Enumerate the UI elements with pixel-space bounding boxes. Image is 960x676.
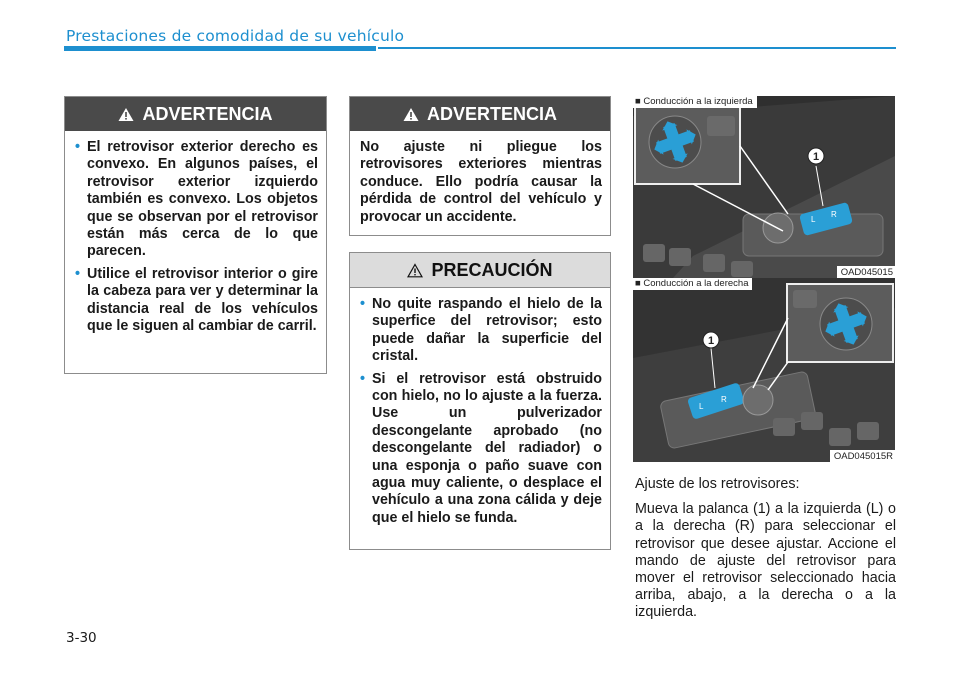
figure-caption-right: ■ Conducción a la derecha xyxy=(633,278,752,290)
body-text xyxy=(635,476,896,630)
warning-title-2: ADVERTENCIA xyxy=(426,103,557,124)
svg-text:R: R xyxy=(831,210,837,219)
caution-bullet: • Si el retrovisor está obstruido con hielo, no lo ajuste a la fuerza. Use un pulverizador descongelante aprobado (no descongelante del radiador) o una esponja o paño suave con agua muy caliente, o desplace el vehículo a una zona cálida y deje que el hielo se funda. xyxy=(360,370,602,526)
figure-code-left: OAD045015 xyxy=(837,266,895,278)
svg-text:R: R xyxy=(721,395,727,404)
body-heading: Ajuste de los retrovisores: xyxy=(635,476,800,492)
warning-bullet: • Utilice el retrovisor interior o gire la cabeza para ver y determinar la distancia real de los vehículos que le siguen al cambiar de carril. xyxy=(75,265,318,335)
warning-body-1 xyxy=(65,131,326,348)
figure-left-drive xyxy=(633,96,895,278)
caution-title: PRECAUCIÓN xyxy=(431,259,553,280)
section-title: Prestaciones de comodidad de su vehículo xyxy=(66,27,405,45)
figure-code-right: OAD045015R xyxy=(830,450,895,462)
warning-triangle-icon xyxy=(403,107,419,122)
warning-title-1: ADVERTENCIA xyxy=(142,103,273,124)
svg-text:1: 1 xyxy=(708,335,715,347)
svg-text:1: 1 xyxy=(813,151,820,163)
warning-header-1 xyxy=(65,97,326,131)
svg-text:L: L xyxy=(811,215,816,224)
figure-right-drive xyxy=(633,278,895,462)
mirror-switch-illustration xyxy=(633,96,895,278)
page-number: 3-30 xyxy=(66,630,97,646)
svg-text:L: L xyxy=(699,402,704,411)
caution-body xyxy=(350,288,610,540)
header-rule-thick xyxy=(64,46,376,51)
header-rule-thin xyxy=(378,47,896,49)
mirror-switch-illustration xyxy=(633,278,895,462)
caution-box xyxy=(349,252,611,550)
warning-body-2 xyxy=(350,131,610,234)
warning-triangle-icon xyxy=(407,263,423,278)
warning-triangle-icon xyxy=(118,107,134,122)
figure-caption-left: ■ Conducción a la izquierda xyxy=(633,96,757,108)
warning-bullet: • El retrovisor exterior derecho es convexo. En algunos países, el retrovisor exterior izquierdo también es convexo. Los objetos que se observan por el retrovisor están más cerca de lo que parecen. xyxy=(75,139,318,260)
body-paragraph: Mueva la palanca (1) a la izquierda (L) o a la derecha (R) para seleccionar el retrovisor que desee ajustar. Accione el mando de ajuste del retrovisor para mover el retrovisor seleccionado hacia arriba, abajo, a la derecha o a la izquierda. xyxy=(635,501,896,621)
caution-header xyxy=(350,253,610,288)
warning-header-2 xyxy=(350,97,610,131)
warning-text-2: No ajuste ni pliegue los retrovisores exteriores mientras conduce. Ello podría causar la pérdida de control del vehículo y provocar un accidente. xyxy=(360,139,602,225)
caution-bullet: • No quite raspando el hielo de la superfice del retrovisor; esto puede dañar la superficie del cristal. xyxy=(360,296,602,365)
warning-box-2 xyxy=(349,96,611,236)
warning-box-1 xyxy=(64,96,327,374)
